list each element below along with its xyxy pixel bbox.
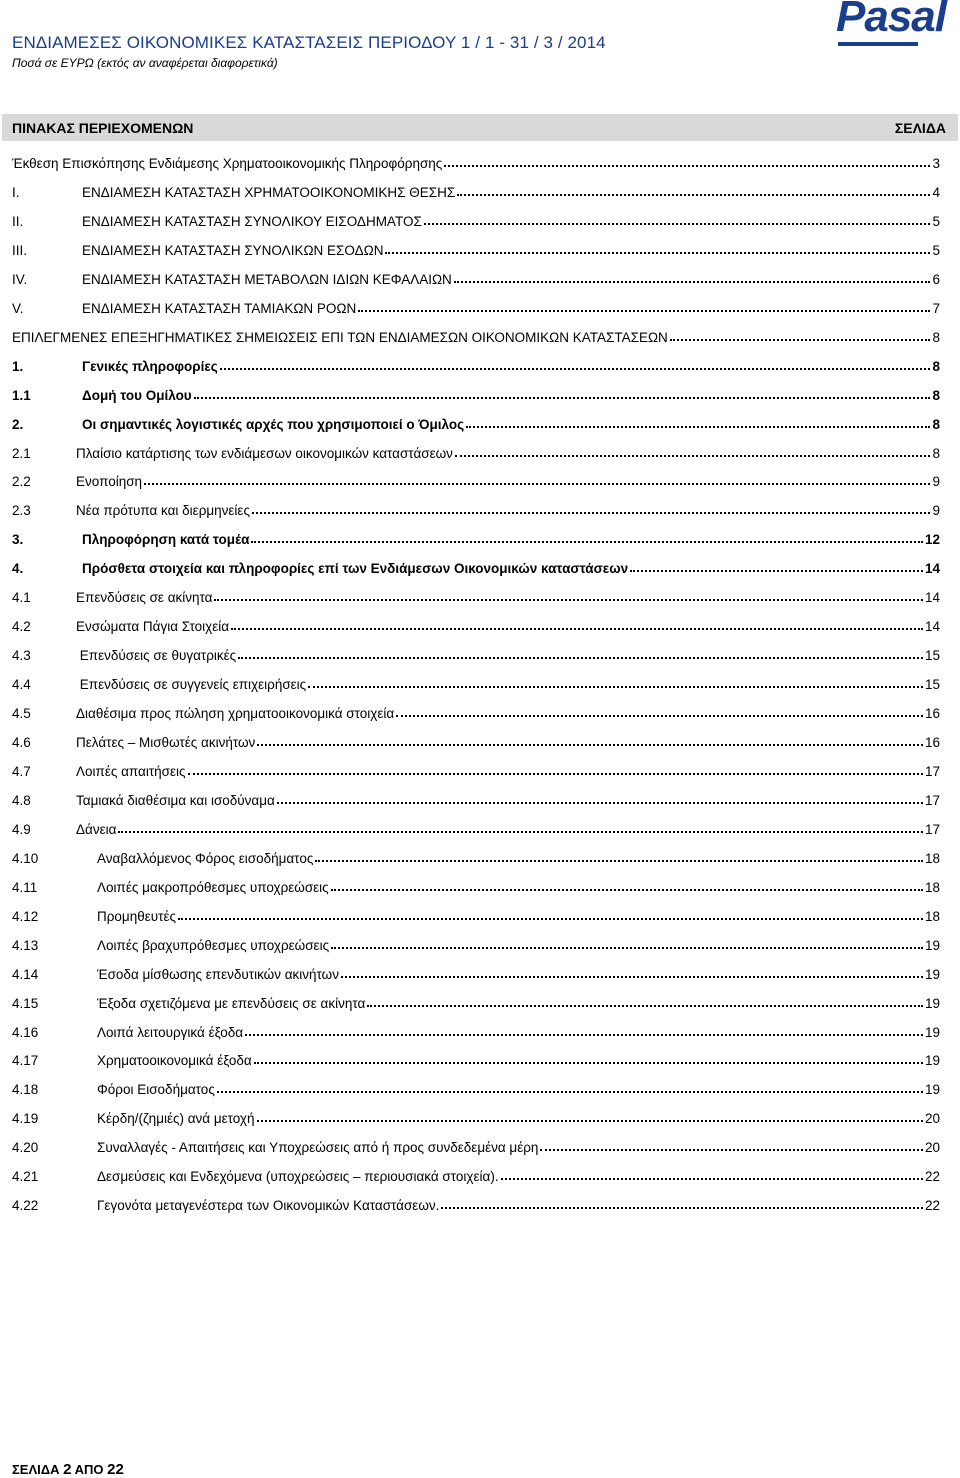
toc-leader-dots (441, 1207, 923, 1209)
toc-entry-number: 4.8 (12, 792, 31, 808)
toc-entry[interactable] (12, 906, 940, 924)
toc-entry-number: 4.11 (12, 879, 38, 895)
toc-entry-title: ΕΝΔΙΑΜΕΣΗ ΚΑΤΑΣΤΑΣΗ ΣΥΝΟΛΙΚΩΝ ΕΣΟΔΩΝ (82, 242, 384, 258)
toc-entry-number: 4.17 (12, 1053, 39, 1069)
toc-entry-number: 4.6 (12, 735, 31, 750)
toc-entry-title: Λοιπές απαιτήσεις (76, 763, 186, 779)
toc-entry-page: 8 (932, 445, 940, 461)
toc-entry-number: 2.3 (12, 503, 31, 519)
toc-entry[interactable] (12, 1195, 940, 1213)
toc-entry-page: 22 (924, 1198, 940, 1214)
toc-entry[interactable] (12, 993, 940, 1011)
toc-entry[interactable] (12, 529, 940, 547)
toc-entry-page: 16 (924, 735, 940, 750)
toc-entry-title: Διαθέσιμα προς πώληση χρηματοοικονομικά στοιχεία (76, 706, 395, 722)
toc-leader-dots (331, 947, 923, 949)
toc-entry-page: 9 (932, 503, 940, 519)
toc-entry-title: Γεγονότα μεταγενέστερα των Οικονομικών Καταστάσεων. (97, 1198, 440, 1214)
toc-entry-number: 2.1 (12, 445, 31, 461)
toc-entry-page: 8 (932, 387, 940, 403)
toc-entry-page: 16 (924, 706, 940, 722)
toc-entry-number: 4.19 (12, 1111, 39, 1127)
toc-entry-number: 4.1 (12, 590, 31, 606)
toc-entry[interactable] (12, 500, 940, 518)
toc-entry-number: 4.12 (12, 908, 39, 924)
toc-entry-page: 3 (932, 156, 940, 171)
toc-entry[interactable] (12, 616, 940, 634)
toc-leader-dots (455, 455, 931, 457)
toc-entry-page: 19 (924, 966, 940, 982)
toc-entry-page: 12 (924, 532, 940, 548)
toc-entry-title: Γενικές πληροφορίες (82, 358, 218, 374)
toc-entry[interactable] (12, 1166, 940, 1184)
toc-leader-dots (308, 686, 923, 688)
toc-entry-page: 15 (924, 648, 940, 664)
toc-entry-number: 3. (12, 532, 24, 548)
toc-entry[interactable] (12, 414, 940, 432)
footer-current-page: 2 (63, 1461, 72, 1478)
toc-entry-title: ΕΝΔΙΑΜΕΣΗ ΚΑΤΑΣΤΑΣΗ ΧΡΗΜΑΤΟΟΙΚΟΝΟΜΙΚΗΣ ΘΕΣΗΣ (82, 184, 456, 200)
footer-of-word: ΑΠΟ (74, 1462, 104, 1477)
toc-entry-page: 5 (932, 242, 940, 258)
toc-leader-dots (194, 397, 931, 399)
toc-leader-dots (358, 310, 930, 312)
toc-entry[interactable] (12, 1137, 940, 1155)
document-title: ΕΝΔΙΑΜΕΣΕΣ ΟΙΚΟΝΟΜΙΚΕΣ ΚΑΤΑΣΤΑΣΕΙΣ ΠΕΡΙΟΔΟΥ 1 / 1 - 31 / 3 / 2014 (12, 33, 606, 52)
toc-entry-number: II. (12, 213, 24, 229)
toc-entry[interactable] (12, 443, 940, 461)
toc-leader-dots (257, 1120, 923, 1122)
toc-leader-dots (231, 628, 923, 630)
toc-leader-dots (466, 426, 930, 428)
toc-entry[interactable] (12, 1108, 940, 1126)
toc-page-heading: ΣΕΛΙΔΑ (894, 120, 946, 136)
toc-entry-page: 18 (924, 850, 940, 866)
toc-entry-title: Ενοποίηση (76, 474, 143, 490)
toc-leader-dots (341, 976, 923, 978)
toc-entry[interactable] (12, 269, 940, 287)
toc-entry-title: Έκθεση Επισκόπησης Ενδιάμεσης Χρηματοοικονομικής Πληροφόρησης (12, 156, 443, 171)
toc-entry-page: 9 (932, 474, 940, 490)
toc-entry-page: 4 (932, 184, 940, 200)
toc-entry[interactable] (12, 587, 940, 605)
toc-entry[interactable] (12, 790, 940, 808)
toc-entry-number: 4.9 (12, 821, 31, 837)
toc-entry-page: 6 (932, 271, 940, 287)
toc-entry-number: 4.21 (12, 1169, 39, 1185)
footer-page-word: ΣΕΛΙΔΑ (12, 1462, 60, 1477)
toc-entry-title: Δάνεια (76, 821, 117, 837)
toc-leader-dots (424, 223, 931, 225)
toc-entry[interactable] (12, 356, 940, 374)
toc-leader-dots (315, 860, 923, 862)
toc-entry-number: I. (12, 184, 20, 200)
toc-entry-page: 14 (924, 561, 940, 577)
page-footer (12, 1461, 124, 1478)
toc-leader-dots (331, 889, 923, 891)
toc-entry[interactable] (12, 153, 940, 171)
toc-heading: ΠΙΝΑΚΑΣ ΠΕΡΙΕΧΟΜΕΝΩΝ (12, 120, 194, 136)
toc-entry-page: 19 (924, 1024, 940, 1040)
toc-leader-dots (214, 599, 923, 601)
toc-heading-bar (2, 114, 958, 141)
toc-entry-number: 4.15 (12, 995, 39, 1011)
toc-entry[interactable] (12, 732, 940, 750)
toc-entry-title: Χρηματοοικονομικά έξοδα (97, 1053, 252, 1069)
toc-entry-number: 4.14 (12, 966, 39, 982)
toc-entry-number: 4.20 (12, 1140, 39, 1156)
toc-entry[interactable] (12, 761, 940, 779)
toc-entry-page: 18 (924, 879, 940, 895)
toc-entry-page: 20 (924, 1111, 940, 1127)
toc-leader-dots (277, 802, 923, 804)
toc-entry-number: 2. (12, 416, 24, 432)
toc-entry-title: Πρόσθετα στοιχεία και πληροφορίες επί των Ενδιάμεσων Οικονομικών καταστάσεων (82, 561, 629, 577)
toc-entry[interactable] (12, 1050, 940, 1068)
logo-wordmark: Pasal (836, 0, 946, 41)
toc-entry[interactable] (12, 1022, 940, 1040)
toc-entry-number: 4.3 (12, 648, 31, 664)
toc-leader-dots (457, 194, 930, 196)
toc-leader-dots (501, 1178, 923, 1180)
toc-entry-title: Πληροφόρηση κατά τομέα (82, 532, 250, 548)
toc-entry-title: ΕΝΔΙΑΜΕΣΗ ΚΑΤΑΣΤΑΣΗ ΤΑΜΙΑΚΩΝ ΡΟΩΝ (82, 300, 357, 316)
toc-entry[interactable] (12, 819, 940, 837)
toc-entry-title: Λοιπές μακροπρόθεσμες υποχρεώσεις (97, 879, 329, 895)
pasal-logo (836, 0, 946, 46)
toc-leader-dots (540, 1149, 923, 1151)
toc-entry-title: Λοιπά λειτουργικά έξοδα (97, 1024, 244, 1040)
toc-entry-title: ΕΝΔΙΑΜΕΣΗ ΚΑΤΑΣΤΑΣΗ ΣΥΝΟΛΙΚΟΥ ΕΙΣΟΔΗΜΑΤΟΣ (82, 213, 422, 229)
toc-entry-page: 17 (924, 763, 940, 779)
toc-leader-dots (444, 165, 930, 167)
toc-entry[interactable] (12, 703, 940, 721)
toc-entry-title: Πελάτες – Μισθωτές ακινήτων (76, 735, 256, 750)
toc-entry-number: 1.1 (12, 387, 31, 403)
page-header (0, 0, 960, 90)
toc-leader-dots (118, 831, 923, 833)
toc-entry[interactable] (12, 645, 940, 663)
toc-entry-number: IV. (12, 271, 28, 287)
toc-entry-title: Προμηθευτές (97, 908, 176, 924)
toc-entry-title: Έσοδα μίσθωσης επενδυτικών ακινήτων (97, 966, 339, 982)
toc-entry-number: 4.18 (12, 1082, 39, 1098)
toc-entry-page: 5 (932, 213, 940, 229)
toc-entry[interactable] (12, 298, 940, 316)
toc-entry-title: ΕΠΙΛΕΓΜΕΝΕΣ ΕΠΕΞΗΓΗΜΑΤΙΚΕΣ ΣΗΜΕΙΩΣΕΙΣ ΕΠΙ ΤΩΝ ΕΝΔΙΑΜΕΣΩΝ ΟΙΚΟΝΟΜΙΚΩΝ ΚΑΤΑΣΤΑΣΕΩΝ (12, 329, 668, 345)
toc-entry[interactable] (12, 471, 940, 489)
toc-entry-number: 4.4 (12, 677, 31, 693)
toc-entry-title: Επενδύσεις σε θυγατρικές (76, 648, 237, 664)
toc-leader-dots (630, 570, 923, 572)
toc-entry[interactable] (12, 182, 940, 200)
toc-leader-dots (245, 1034, 923, 1036)
toc-entry-page: 15 (924, 677, 940, 693)
toc-entry-number: 4.2 (12, 619, 31, 635)
toc-entry-page: 19 (924, 937, 940, 953)
toc-leader-dots (252, 512, 931, 514)
toc-leader-dots (251, 541, 923, 543)
footer-total-pages: 22 (107, 1461, 124, 1478)
logo-underline (838, 42, 918, 46)
toc-entry-number: 4.10 (12, 850, 39, 866)
toc-entry-number: 4.5 (12, 706, 31, 722)
toc-leader-dots (396, 715, 923, 717)
toc-entry-page: 8 (932, 329, 940, 345)
toc-entry-page: 8 (932, 358, 940, 374)
toc-entry[interactable] (12, 848, 940, 866)
toc-entry-number: V. (12, 300, 24, 316)
toc-leader-dots (238, 657, 923, 659)
toc-entry-page: 17 (924, 792, 940, 808)
toc-entry-title: Λοιπές βραχυπρόθεσμες υποχρεώσεις (97, 937, 330, 953)
toc-entry-title: Νέα πρότυπα και διερμηνείες (76, 503, 250, 519)
toc-entry[interactable] (12, 385, 940, 403)
toc-entry-title: Αναβαλλόμενος Φόρος εισοδήματος (97, 850, 314, 866)
toc-entry[interactable] (12, 327, 940, 345)
toc-entry-title: Ταμιακά διαθέσιμα και ισοδύναμα (76, 792, 275, 808)
toc-leader-dots (257, 744, 923, 746)
toc-leader-dots (144, 483, 930, 485)
toc-leader-dots (178, 918, 923, 920)
toc-entry[interactable] (12, 211, 940, 229)
toc-entry-number: 4.13 (12, 937, 39, 953)
toc-entry-title: Πλαίσιο κατάρτισης των ενδιάμεσων οικονομικών καταστάσεων (76, 445, 453, 461)
toc-entry-page: 7 (932, 300, 940, 316)
toc-entry-number: 4.22 (12, 1198, 39, 1214)
toc-entry-number: 4. (12, 561, 24, 577)
toc-entry[interactable] (12, 964, 940, 982)
toc-entry-page: 19 (924, 1082, 940, 1098)
toc-entry-page: 17 (924, 821, 940, 837)
toc-entry-title: Επενδύσεις σε συγγενείς επιχειρήσεις (76, 677, 307, 693)
toc-entry[interactable] (12, 674, 940, 692)
toc-leader-dots (254, 1062, 923, 1064)
toc-entry[interactable] (12, 935, 940, 953)
toc-entry-page: 18 (924, 908, 940, 924)
toc-leader-dots (385, 252, 930, 254)
toc-entry-number: III. (12, 242, 28, 258)
toc-leader-dots (367, 1005, 923, 1007)
toc-entry-page: 8 (932, 416, 940, 432)
toc-entry-title: Έξοδα σχετιζόμενα με επενδύσεις σε ακίνητα (97, 995, 366, 1011)
toc-entry-title: Επενδύσεις σε ακίνητα (76, 590, 213, 606)
toc-entry-page: 20 (924, 1140, 940, 1156)
toc-leader-dots (220, 368, 931, 370)
toc-leader-dots (188, 773, 923, 775)
toc-leader-dots (217, 1091, 923, 1093)
toc-entry-page: 14 (924, 619, 940, 635)
toc-entry-page: 19 (924, 1053, 940, 1069)
toc-entry[interactable] (12, 558, 940, 576)
toc-entry-number: 1. (12, 358, 24, 374)
toc-entry-title: Οι σημαντικές λογιστικές αρχές που χρησιμοποιεί ο Όμιλος (82, 416, 465, 432)
toc-entry-number: 4.7 (12, 763, 31, 779)
toc-entry-title: Φόροι Εισοδήματος (97, 1082, 215, 1098)
currency-note: Ποσά σε ΕΥΡΩ (εκτός αν αναφέρεται διαφορετικά) (12, 56, 278, 70)
toc-entry-title: Ενσώματα Πάγια Στοιχεία (76, 619, 230, 635)
toc-entry-page: 19 (924, 995, 940, 1011)
toc-entry[interactable] (12, 240, 940, 258)
toc-entry[interactable] (12, 877, 940, 895)
toc-entry-page: 14 (924, 590, 940, 606)
toc-entry[interactable] (12, 1079, 940, 1097)
toc-entry-title: Δομή του Ομίλου (82, 387, 192, 403)
toc-entry-page: 22 (924, 1169, 940, 1185)
toc-entry-number: 2.2 (12, 474, 31, 490)
toc-entry-title: Κέρδη/(ζημιές) ανά μετοχή (97, 1111, 255, 1127)
toc-entry-title: Συναλλαγές - Απαιτήσεις και Υποχρεώσεις από ή προς συνδεδεμένα μέρη (97, 1140, 539, 1156)
toc-leader-dots (454, 281, 931, 283)
toc-entry-title: ΕΝΔΙΑΜΕΣΗ ΚΑΤΑΣΤΑΣΗ ΜΕΤΑΒΟΛΩΝ ΙΔΙΩΝ ΚΕΦΑΛΑΙΩΝ (82, 271, 452, 287)
toc-entry-number: 4.16 (12, 1024, 39, 1040)
toc-leader-dots (670, 339, 931, 341)
toc-entry-title: Δεσμεύσεις και Ενδεχόμενα (υποχρεώσεις – περιουσιακά στοιχεία). (97, 1169, 499, 1185)
